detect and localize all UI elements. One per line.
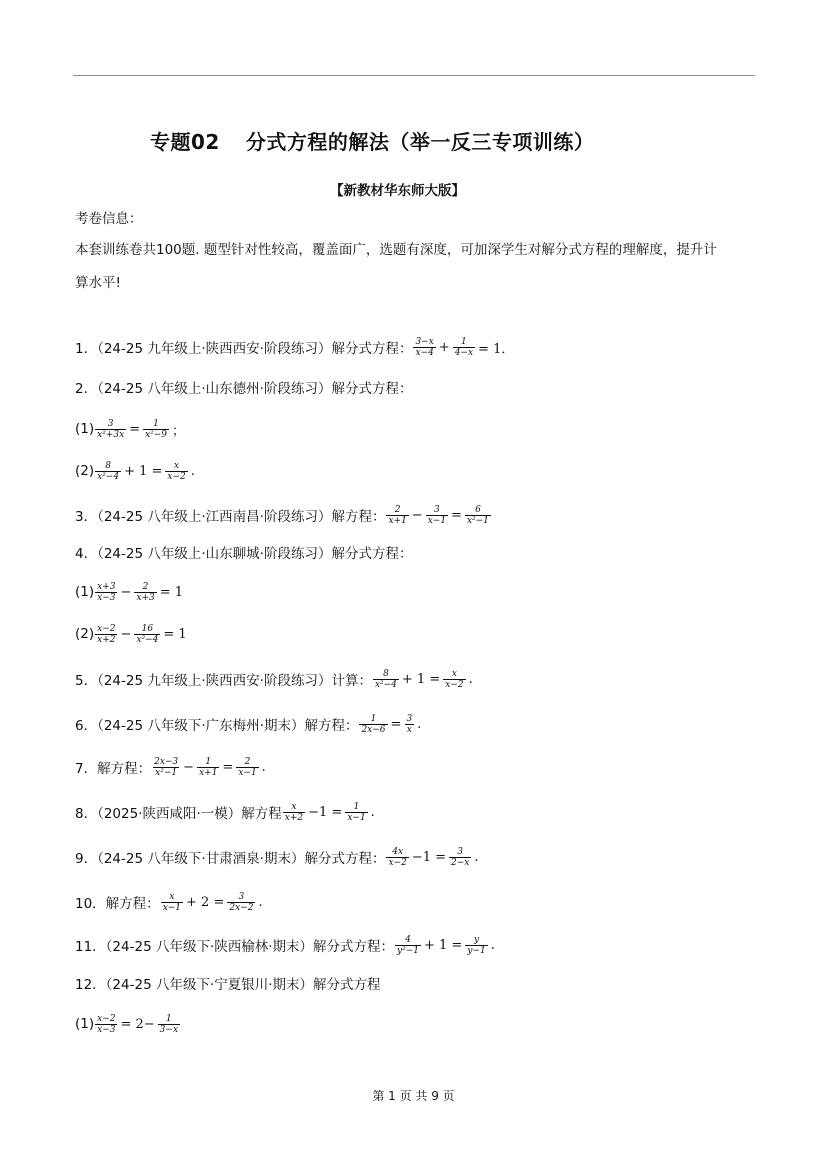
- denominator: x−2: [388, 857, 407, 868]
- numerator: 8: [383, 668, 389, 679]
- fraction: [95, 1014, 117, 1035]
- numerator: 4x: [392, 846, 404, 857]
- denominator: 2x−2: [229, 902, 254, 913]
- fraction: [449, 847, 471, 868]
- fraction: [161, 892, 183, 913]
- question-label: 4．（24-25 八年级上·山东聊城·阶段练习）解分式方程：: [75, 546, 413, 562]
- equation-tail: .: [490, 937, 495, 953]
- question-line: [75, 372, 412, 402]
- denominator: x−3: [97, 1024, 116, 1035]
- fraction: [386, 505, 408, 526]
- numerator: x+3: [97, 581, 116, 592]
- question-line: [75, 797, 377, 827]
- fraction: [453, 337, 475, 358]
- fraction: [283, 802, 305, 823]
- question-label: 9．（24-25 八年级下·甘肃酒泉·期末）解分式方程：: [75, 851, 386, 867]
- question-line: [75, 664, 475, 694]
- numerator: 1: [165, 1013, 172, 1024]
- equation-tail: .: [370, 804, 375, 820]
- operator: =: [129, 421, 141, 437]
- numerator: 2: [142, 581, 149, 592]
- question-label: 1．（24-25 九年级上·陕西西安·阶段练习）解分式方程：: [75, 341, 413, 357]
- numerator: x−2: [97, 623, 116, 634]
- numerator: 3: [434, 504, 440, 515]
- fraction: [227, 892, 255, 913]
- numerator: 3: [406, 713, 413, 724]
- numerator: 1: [461, 336, 467, 347]
- denominator: 4−x: [454, 347, 474, 358]
- numerator: x: [291, 801, 297, 812]
- question-label: 2．（24-25 八年级上·山东德州·阶段练习）解分式方程：: [75, 381, 413, 397]
- operator: −1 =: [308, 804, 343, 820]
- fraction: [134, 582, 156, 603]
- fraction: [413, 337, 435, 358]
- question-label: (2): [75, 626, 95, 642]
- fraction: [158, 1014, 180, 1035]
- question-label: 6．（24-25 八年级下·广东梅州·期末）解方程：: [75, 718, 359, 734]
- denominator: x−1: [238, 767, 257, 778]
- operator: =: [222, 759, 234, 775]
- operator: + 1 =: [401, 671, 441, 687]
- denominator: x+2: [97, 634, 116, 645]
- operator: −: [120, 584, 132, 600]
- operator: −1 =: [411, 849, 446, 865]
- denominator: x−2: [445, 679, 464, 690]
- question-line: [75, 577, 185, 607]
- question-label: 11．（24-25 八年级下·陕西榆林·期末）解分式方程：: [75, 939, 395, 955]
- fraction: [95, 624, 117, 645]
- question-line: [75, 332, 516, 362]
- denominator: x+2: [284, 812, 304, 823]
- fraction: [134, 624, 160, 645]
- equation-tail: .: [417, 716, 422, 732]
- numerator: 2x−3: [154, 756, 179, 767]
- equation-tail: .: [468, 671, 473, 687]
- operator: =: [451, 507, 462, 523]
- numerator: x: [451, 668, 457, 679]
- page-title: 专题02 分式方程的解法（举一反三专项训练）: [150, 130, 595, 154]
- question-label: 12．（24-25 八年级下·宁夏银川·期末）解分式方程: [75, 977, 381, 993]
- numerator: 1: [205, 756, 212, 767]
- operator: + 2 =: [186, 894, 225, 910]
- equation-tail: .: [474, 849, 479, 865]
- operator: =: [390, 716, 402, 732]
- numerator: 8: [105, 460, 111, 471]
- info-heading: 考卷信息：: [75, 211, 143, 227]
- denominator: x−1: [427, 515, 447, 526]
- info-line: 算水平!: [75, 275, 121, 291]
- question-line: [75, 930, 497, 960]
- numerator: 3−x: [415, 336, 434, 347]
- denominator: x−3: [97, 592, 116, 603]
- numerator: 3: [107, 418, 114, 429]
- question-line: [75, 842, 480, 872]
- question-label: 10．解方程：: [75, 896, 160, 912]
- fraction: [95, 419, 126, 440]
- numerator: 2: [244, 756, 251, 767]
- fraction: [345, 802, 367, 823]
- operator: + 1 =: [124, 463, 163, 479]
- numerator: 1: [353, 801, 360, 812]
- edition-label: 【新教材华东师大版】: [330, 183, 465, 199]
- denominator: x²−9: [145, 429, 168, 440]
- equation-tail: .: [190, 463, 195, 479]
- denominator: x+1: [199, 767, 218, 778]
- equation-tail: .: [258, 894, 263, 910]
- question-line: [75, 619, 189, 649]
- fraction: [95, 461, 121, 482]
- fraction: [152, 757, 180, 778]
- operator: = 2−: [120, 1016, 155, 1032]
- fraction: [465, 935, 487, 956]
- denominator: x²−4: [374, 679, 397, 690]
- numerator: 1: [370, 713, 377, 724]
- question-line: [75, 537, 412, 567]
- denominator: x−2: [167, 471, 186, 482]
- numerator: 1: [153, 418, 159, 429]
- operator: −: [411, 507, 423, 523]
- fraction: [465, 505, 491, 526]
- denominator: x²−4: [136, 634, 159, 645]
- fraction: [404, 714, 414, 735]
- operator: −: [183, 759, 195, 775]
- numerator: y: [473, 934, 480, 945]
- question-line: [75, 1009, 181, 1039]
- operator: + 1 =: [424, 937, 463, 953]
- question-label: 7．解方程：: [75, 761, 152, 777]
- fraction: [426, 505, 448, 526]
- denominator: 3−x: [159, 1024, 179, 1035]
- question-label: (1): [75, 421, 95, 437]
- info-line: 本套训练卷共100题. 题型针对性较高，覆盖面广，选题有深度，可加深学生对解分式方程的理解度，提升计: [75, 242, 717, 258]
- denominator: x−1: [162, 902, 182, 913]
- numerator: 3: [238, 891, 245, 902]
- denominator: y²−1: [397, 945, 419, 956]
- question-line: [75, 968, 381, 998]
- denominator: x−4: [415, 347, 434, 358]
- fraction: [165, 461, 187, 482]
- question-label: (1): [75, 584, 95, 600]
- numerator: 2: [394, 504, 401, 515]
- denominator: y−1: [467, 945, 486, 956]
- fraction: [373, 669, 399, 690]
- equation-tail: = 1: [159, 584, 184, 600]
- numerator: x: [169, 891, 175, 902]
- numerator: 16: [141, 623, 154, 634]
- question-line: [75, 456, 197, 486]
- denominator: x²−4: [97, 471, 120, 482]
- denominator: x²−1: [155, 767, 178, 778]
- numerator: 6: [475, 504, 481, 515]
- page-footer: 第 1 页 共 9 页: [372, 1089, 455, 1103]
- fraction: [359, 714, 387, 735]
- denominator: 2x−6: [361, 724, 386, 735]
- denominator: 2−x: [451, 857, 470, 868]
- numerator: x−2: [97, 1013, 116, 1024]
- question-label: 5．（24-25 九年级上·陕西西安·阶段练习）计算：: [75, 673, 372, 689]
- operator: −: [120, 626, 132, 642]
- question-line: [75, 752, 268, 782]
- question-label: 8．（2025·陕西咸阳·一模）解方程: [75, 806, 282, 822]
- operator: +: [438, 339, 450, 355]
- question-line: [75, 709, 423, 739]
- denominator: x+3: [136, 592, 155, 603]
- denominator: x²+3x: [97, 429, 125, 440]
- fraction: [197, 757, 219, 778]
- denominator: x: [406, 724, 412, 735]
- denominator: x+1: [388, 515, 407, 526]
- denominator: x−1: [347, 812, 366, 823]
- question-label: (1): [75, 1016, 95, 1032]
- fraction: [236, 757, 258, 778]
- equation-tail: ；: [172, 423, 186, 439]
- fraction: [95, 582, 117, 603]
- numerator: 3: [457, 846, 464, 857]
- equation-tail: = 1．: [478, 341, 515, 357]
- fraction: [143, 419, 169, 440]
- numerator: x: [174, 460, 180, 471]
- question-label: (2): [75, 463, 95, 479]
- numerator: 4: [405, 934, 411, 945]
- question-line: [75, 414, 187, 444]
- header-rule: [73, 75, 755, 76]
- equation-tail: .: [261, 759, 266, 775]
- equation-tail: = 1: [163, 626, 187, 642]
- denominator: x²−1: [466, 515, 489, 526]
- question-line: [75, 500, 492, 530]
- question-label: 3．（24-25 八年级上·江西南昌·阶段练习）解方程：: [75, 509, 386, 525]
- fraction: [395, 935, 421, 956]
- fraction: [386, 847, 408, 868]
- fraction: [443, 669, 465, 690]
- question-line: [75, 887, 265, 917]
